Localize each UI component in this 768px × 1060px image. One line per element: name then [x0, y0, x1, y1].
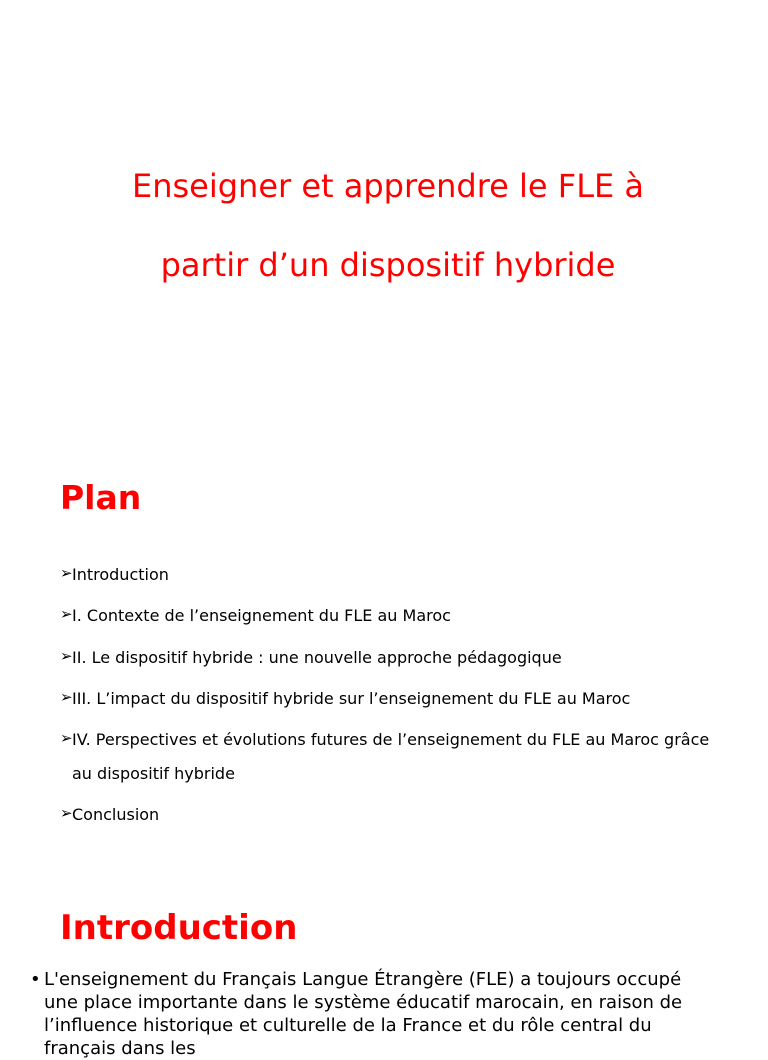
plan-item-conclusion — [60, 798, 720, 832]
introduction-heading: Introduction — [60, 908, 298, 948]
arrowhead-bullet-icon: ➢ — [60, 605, 73, 623]
plan-item-introduction — [60, 558, 720, 592]
arrowhead-bullet-icon: ➢ — [60, 647, 73, 665]
introduction-text: L'enseignement du Français Langue Étrangère (FLE) a toujours occupé une place importante dans le système éducatif marocain, en raison de l’influence historique et culturelle de la France et du rôle central du français dans les — [44, 969, 683, 1059]
plan-item-perspectives — [60, 723, 720, 791]
arrowhead-bullet-icon: ➢ — [60, 729, 73, 747]
plan-item-contexte — [60, 599, 720, 633]
plan-item-label: Introduction — [72, 565, 169, 584]
arrowhead-bullet-icon: ➢ — [60, 564, 73, 582]
plan-item-dispositif-hybride — [60, 641, 720, 675]
bullet-dot-icon: • — [30, 969, 41, 990]
plan-item-label: IV. Perspectives et évolutions futures de l’enseignement du FLE au Maroc grâce au dispositif hybride — [72, 730, 710, 783]
arrowhead-bullet-icon: ➢ — [60, 804, 73, 822]
plan-heading: Plan — [60, 478, 142, 517]
arrowhead-bullet-icon: ➢ — [60, 688, 73, 706]
plan-item-label: III. L’impact du dispositif hybride sur l’enseignement du FLE au Maroc — [72, 689, 631, 708]
plan-item-label: II. Le dispositif hybride : une nouvelle approche pédagogique — [72, 648, 562, 667]
plan-item-label: I. Contexte de l’enseignement du FLE au Maroc — [72, 606, 451, 625]
plan-item-impact — [60, 682, 720, 716]
plan-item-label: Conclusion — [72, 805, 160, 824]
document-title-line-2: partir d’un dispositif hybride — [160, 246, 616, 284]
document-title-line-1: Enseigner et apprendre le FLE à — [131, 167, 645, 205]
introduction-paragraph — [30, 968, 720, 1060]
